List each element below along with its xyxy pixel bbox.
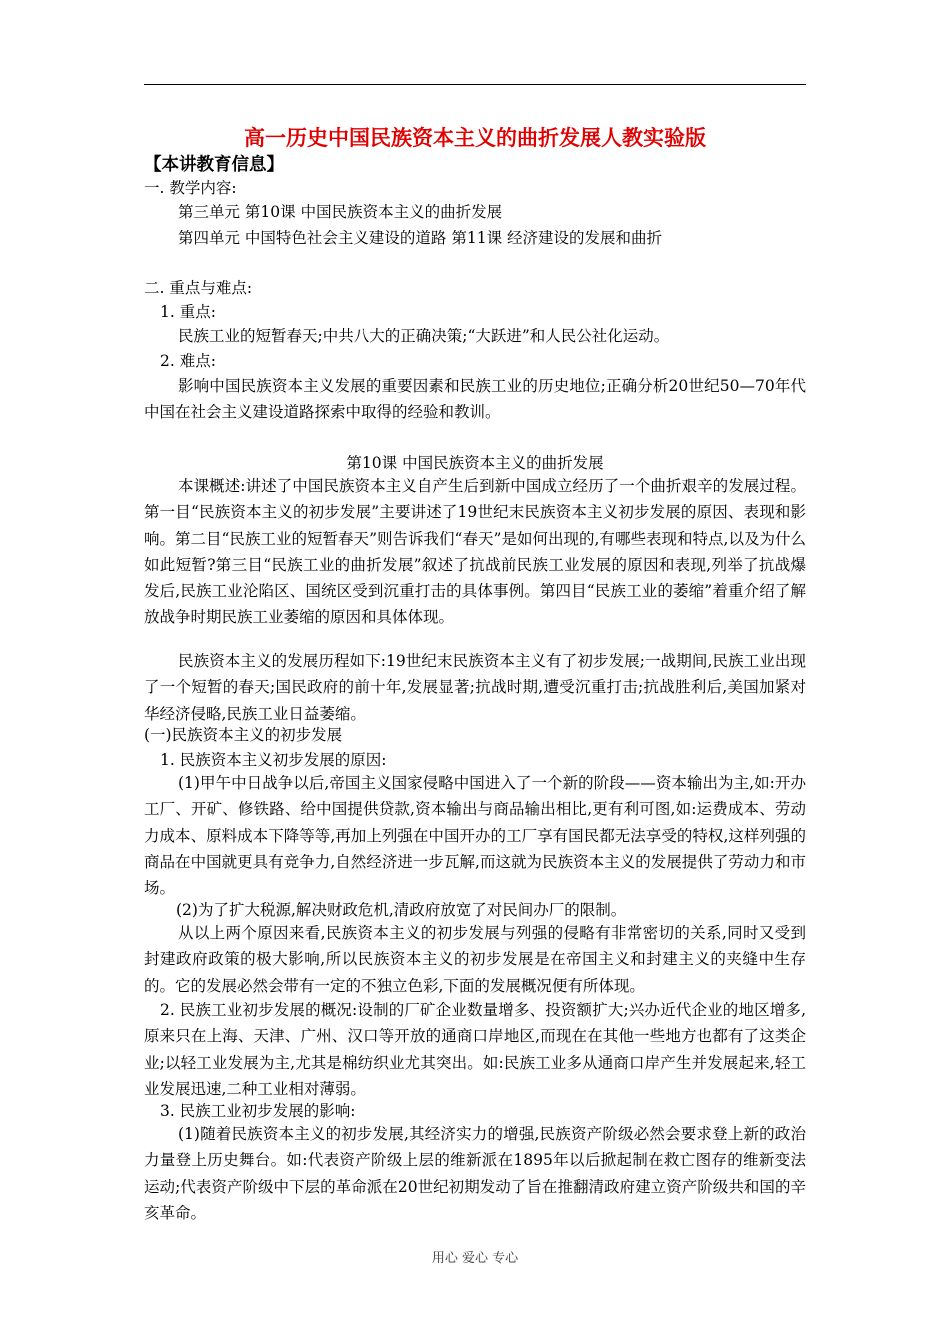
key-points-text: 民族工业的短暂春天;中共八大的正确决策;“大跃进”和人民公社化运动。 (178, 327, 670, 345)
cause-1: (1)甲午中日战争以后,帝国主义国家侵略中国进入了一个新的阶段——资本输出为主,如:开办工厂、开矿、修铁路、给中国提供贷款,资本输出与商品输出相比,更有利可图,如:运费成本、劳动力成本、原料成本下降等等,再加上列强在中国开办的工厂享有国民都无法享受的特权,这样列强的商品在中国就更具有竞争力,自然经济进一步瓦解,而这就为民族资本主义的发展提供了劳动力和市场。 (144, 774, 806, 898)
key-difficult-heading: 二. 重点与难点: (144, 279, 253, 297)
key-points-label: 1. 重点: (160, 303, 216, 321)
development-overview: 2. 民族工业初步发展的概况:设制的厂矿企业数量增多、投资额扩大;兴办近代企业的地区增多,原来只在上海、天津、广州、汉口等开放的通商口岸地区,而现在在其他一些地方也都有了这类企业;以轻工业发展为主,尤其是棉纺织业尤其突出。如:民族工业多从通商口岸产生并发展起来,轻工业发展迅速,二种工业相对薄弱。 (144, 1001, 806, 1098)
difficulties-text: 影响中国民族资本主义发展的重要因素和民族工业的历史地位;正确分析20世纪50—70年代中国在社会主义建设道路探索中取得的经验和教训。 (144, 377, 806, 422)
cause-2: (2)为了扩大税源,解决财政危机,清政府放宽了对民间办厂的限制。 (176, 901, 627, 919)
part1-heading: (一)民族资本主义的初步发展 (144, 726, 343, 744)
teaching-content-heading: 一. 教学内容: (144, 179, 237, 197)
page-footer: 用心 爱心 专心 (431, 1251, 519, 1266)
difficulties-label: 2. 难点: (160, 352, 216, 370)
lesson-heading: 第10课 中国民族资本主义的曲折发展 (346, 454, 604, 472)
header-rule (144, 84, 806, 85)
impact-heading: 3. 民族工业初步发展的影响: (160, 1102, 356, 1120)
development-history: 民族资本主义的发展历程如下:19世纪末民族资本主义有了初步发展;一战期间,民族工业出现了一个短暂的春天;国民政府的前十年,发展显著;抗战时期,遭受沉重打击;抗战胜利后,美国加紧对华经济侵略,民族工业日益萎缩。 (144, 652, 806, 723)
impact-1: (1)随着民族资本主义的初步发展,其经济实力的增强,民族资产阶级必然会要求登上新的政治力量登上历史舞台。如:代表资产阶级上层的维新派在1895年以后掀起制在救亡图存的维新变法运动;代表资产阶级中下层的革命派在20世纪初期发动了旨在推翻清政府建立资产阶级共和国的辛亥革命。 (144, 1125, 806, 1222)
unit3-line: 第三单元 第10课 中国民族资本主义的曲折发展 (178, 203, 503, 221)
causes-summary: 从以上两个原因来看,民族资本主义的初步发展与列强的侵略有非常密切的关系,同时又受到封建政府政策的极大影响,所以民族资本主义的初步发展是在帝国主义和封建主义的夹缝中生存的。它的发展必然会带有一定的不独立色彩,下面的发展概况便有所体现。 (144, 924, 806, 995)
causes-heading: 1. 民族资本主义初步发展的原因: (160, 751, 387, 769)
document-title: 高一历史中国民族资本主义的曲折发展人教实验版 (244, 126, 706, 150)
unit4-line: 第四单元 中国特色社会主义建设的道路 第11课 经济建设的发展和曲折 (178, 229, 663, 247)
section-heading: 【本讲教育信息】 (144, 155, 284, 175)
lesson-overview: 本课概述:讲述了中国民族资本主义自产生后到新中国成立经历了一个曲折艰辛的发展过程。第一目“民族资本主义的初步发展”主要讲述了19世纪末民族资本主义初步发展的原因、表现和影响。第二目“民族工业的短暂春天”则告诉我们“春天”是如何出现的,有哪些表现和特点,以及为什么如此短暂?第三目“民族工业的曲折发展”叙述了抗战前民族工业发展的原因和表现,列举了抗战爆发后,民族工业沦陷区、国统区受到沉重打击的具体事例。第四目“民族工业的萎缩”着重介绍了解放战争时期民族工业萎缩的原因和具体体现。 (144, 477, 806, 627)
